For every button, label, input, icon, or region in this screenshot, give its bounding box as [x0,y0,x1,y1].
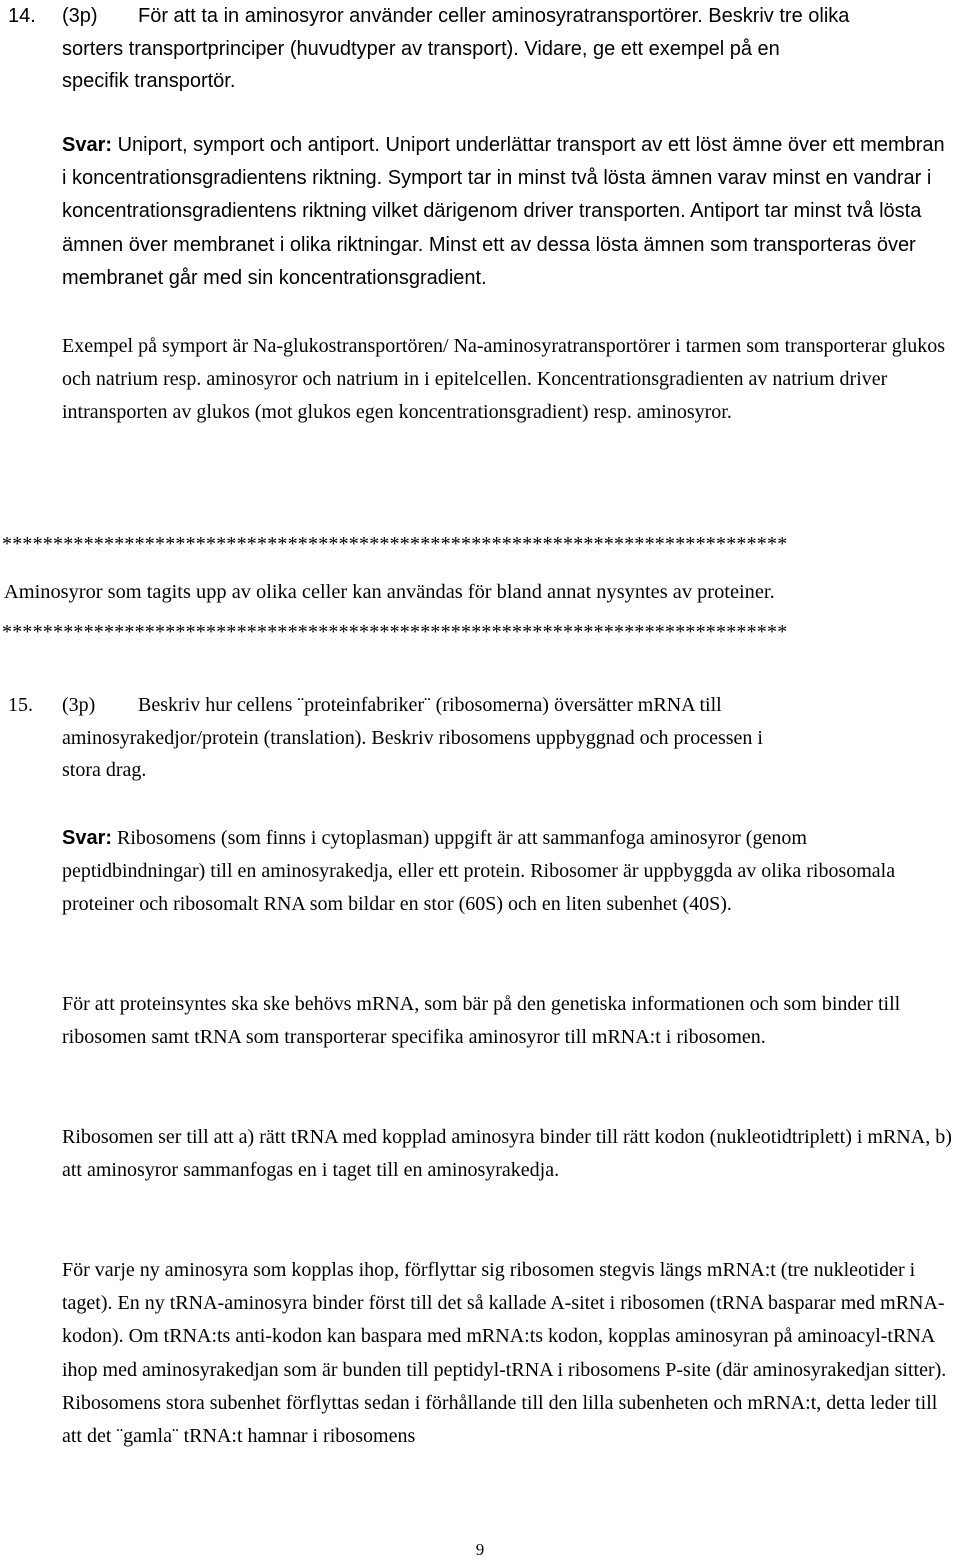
question-text-line-1: Beskriv hur cellens ¨proteinfabriker¨ (ribosomerna) översätter mRNA till [138,694,722,716]
separator-top: ***************************************************************************** [2,533,788,555]
question-text-line-3: stora drag. [62,759,147,781]
answer-text-part-2: Symport tar in minst två lösta ämnen varav minst en vandrar i koncentrationsgradientens riktning vilket därigenom driver transporten. Antiport tar minst två lösta ämnen över membranet i olika riktningar. Minst ett av dessa lösta ämnen som transporteras över membranet går med sin koncentrationsgradient. [62,167,932,289]
answer-15-paragraph-4 [62,1254,954,1453]
paragraph-text: Ribosomen ser till att a) rätt tRNA med kopplad aminosyra binder till rätt kodon (nukleotidtriplett) i mRNA, b) att aminosyror sammanfogas en i taget till en aminosyrakedja. [62,1126,952,1182]
question-text-line-2: sorters transportprinciper (huvudtyper av transport). Vidare, ge ett exempel på en [62,37,780,60]
answer-label: Svar: [62,827,113,849]
answer-15-paragraph-2 [62,988,954,1054]
question-text-line-2: aminosyrakedjor/protein (translation). Beskriv ribosomens uppbyggnad och processen i [62,726,763,749]
question-text-line-1: För att ta in aminosyror använder celler aminosyratransportörer. Beskriv tre olika [138,5,850,27]
question-14 [8,0,952,98]
answer-15-paragraph-1 [62,822,954,922]
answer-14-example [62,330,954,430]
paragraph-text: För att proteinsyntes ska ske behövs mRNA, som bär på den genetiska informationen och som binder till ribosomen samt tRNA som transporterar specifika aminosyror till mRNA:t i ribosomen. [62,993,901,1049]
question-points: (3p) [62,694,96,716]
question-text-line-3: specifik transportör. [62,70,236,92]
separator-note: Aminosyror som tagits upp av olika celler kan användas för bland annat nysyntes av proteiner. [4,581,775,603]
paragraph-text: Ribosomens (som finns i cytoplasman) uppgift är att sammanfoga aminosyror (genom peptidbindningar) till en aminosyrakedja, eller ett protein. Ribosomer är uppbyggda av olika ribosomala proteiner och ribosomalt RNA som bildar en stor (60S) och en liten subenhet (40S). [62,827,896,916]
answer-14 [62,129,954,295]
question-15 [8,689,952,787]
answer-15-paragraph-3 [62,1121,954,1187]
question-points: (3p) [62,5,98,27]
paragraph-text: För varje ny aminosyra som kopplas ihop, förflyttar sig ribosomen stegvis längs mRNA:t (tre nukleotider i taget). En ny tRNA-aminosyra binder först till det så kallade A-sitet i ribosomen (tRNA basparar med mRNA-kodon). Om tRNA:ts anti-kodon kan baspara med mRNA:ts kodon, kopplas aminosyran på aminoacyl-tRNA ihop med aminosyrakedjan som är bunden till peptidyl-tRNA i ribosomens P-site (där aminosyrakedjan sitter). Ribosomens stora subenhet förflyttas sedan i förhållande till den lilla subenheten och mRNA:t, detta leder till att det ¨gamla¨ tRNA:t hamnar i ribosomens [62,1259,947,1448]
question-number: 15. [8,694,33,716]
question-number: 14. [8,5,36,27]
answer-text-part-3: Exempel på symport är Na-glukostransportören/ Na-aminosyratransportörer i tarmen som transporterar glukos och natrium resp. aminosyror och natrium in i epitelcellen. Koncentrationsgradienten av natrium driver intransporten av glukos (mot glukos egen koncentrationsgradient) resp. aminosyror. [62,335,946,424]
answer-label: Svar: [62,134,113,156]
answer-text-part-1: Uniport, symport och antiport. Uniport underlättar transport av ett löst ämne över ett membran i koncentrationsgradientens riktning. [62,134,945,190]
separator-bottom: ***************************************************************************** [2,621,788,643]
page-number: 9 [475,1540,485,1559]
